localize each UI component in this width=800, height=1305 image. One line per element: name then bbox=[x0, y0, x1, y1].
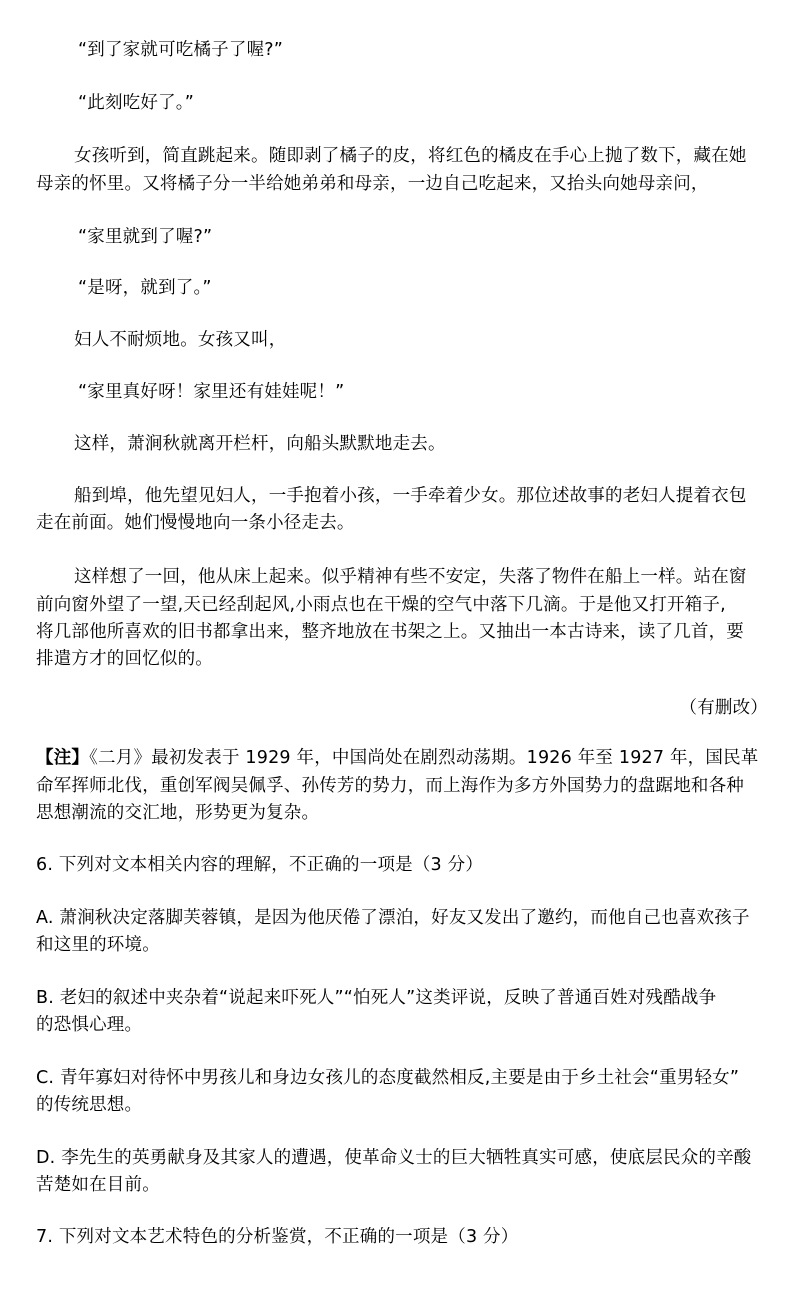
dialogue-line: “是呀，就到了。” bbox=[78, 278, 212, 298]
note-text: 《二月》最初发表于 1929 年，中国尚处在剧烈动荡期。1926 年至 1927 年，国民革 bbox=[89, 748, 759, 768]
option-d-cont: 苦楚如在目前。 bbox=[36, 1175, 160, 1195]
paragraph-line: 走在前面。她们慢慢地向一条小径走去。 bbox=[36, 513, 355, 533]
paragraph-line: 妇人不耐烦地。女孩又叫， bbox=[74, 330, 287, 350]
note-line-first bbox=[36, 746, 758, 770]
option-c: C. 青年寡妇对待怀中男孩儿和身边女孩儿的态度截然相反,主要是由于乡土社会“重男轻女” bbox=[36, 1068, 740, 1088]
paragraph-line: 这样，萧涧秋就离开栏杆，向船头默默地走去。 bbox=[74, 434, 446, 454]
option-c-cont: 的传统思想。 bbox=[36, 1095, 143, 1115]
option-a-cont: 和这里的环境。 bbox=[36, 935, 160, 955]
paragraph-line: 女孩听到，简直跳起来。随即剥了橘子的皮，将红色的橘皮在手心上抛了数下，藏在她 bbox=[74, 146, 747, 166]
note-label: 【注】 bbox=[36, 748, 90, 768]
dialogue-line: “到了家就可吃橘子了喔?” bbox=[78, 40, 284, 60]
paragraph-line: 将几部他所喜欢的旧书都拿出来，整齐地放在书架之上。又抽出一本古诗来，读了几首，要 bbox=[36, 622, 744, 642]
question-7-stem: 7. 下列对文本艺术特色的分析鉴赏，不正确的一项是（3 分） bbox=[36, 1227, 519, 1247]
option-b: B. 老妇的叙述中夹杂着“说起来吓死人”“怕死人”这类评说，反映了普通百姓对残酷战争 bbox=[36, 988, 717, 1008]
paragraph-line: 船到埠，他先望见妇人，一手抱着小孩，一手牵着少女。那位述故事的老妇人提着衣包 bbox=[74, 486, 747, 506]
dialogue-line: “家里真好呀！家里还有娃娃呢！” bbox=[78, 382, 345, 402]
note-line: 命军挥师北伐，重创军阀吴佩孚、孙传芳的势力，而上海作为多方外国势力的盘踞地和各种 bbox=[36, 776, 744, 796]
note-line: 思想潮流的交汇地，形势更为复杂。 bbox=[36, 803, 320, 823]
option-b-cont: 的恐惧心理。 bbox=[36, 1015, 143, 1035]
paragraph-line: 这样想了一回，他从床上起来。似乎精神有些不安定，失落了物件在船上一样。站在窗 bbox=[74, 567, 747, 587]
option-d: D. 李先生的英勇献身及其家人的遭遇，使革命义士的巨大牺牲真实可感，使底层民众的辛酸 bbox=[36, 1148, 752, 1168]
option-a: A. 萧涧秋决定落脚芙蓉镇，是因为他厌倦了漂泊，好友又发出了邀约，而他自己也喜欢孩子 bbox=[36, 908, 750, 928]
dialogue-line: “此刻吃好了。” bbox=[78, 93, 194, 113]
paragraph-line: 母亲的怀里。又将橘子分一半给她弟弟和母亲，一边自己吃起来，又抬头向她母亲问， bbox=[36, 174, 709, 194]
question-6-stem: 6. 下列对文本相关内容的理解，不正确的一项是（3 分） bbox=[36, 855, 484, 875]
paragraph-line: 排遣方才的回忆似的。 bbox=[36, 649, 213, 669]
source-note: （有删改） bbox=[679, 698, 768, 718]
paragraph-line: 前向窗外望了一望,天已经刮起风,小雨点也在干燥的空气中落下几滴。于是他又打开箱子, bbox=[36, 595, 726, 615]
dialogue-line: “家里就到了喔?” bbox=[78, 227, 213, 247]
